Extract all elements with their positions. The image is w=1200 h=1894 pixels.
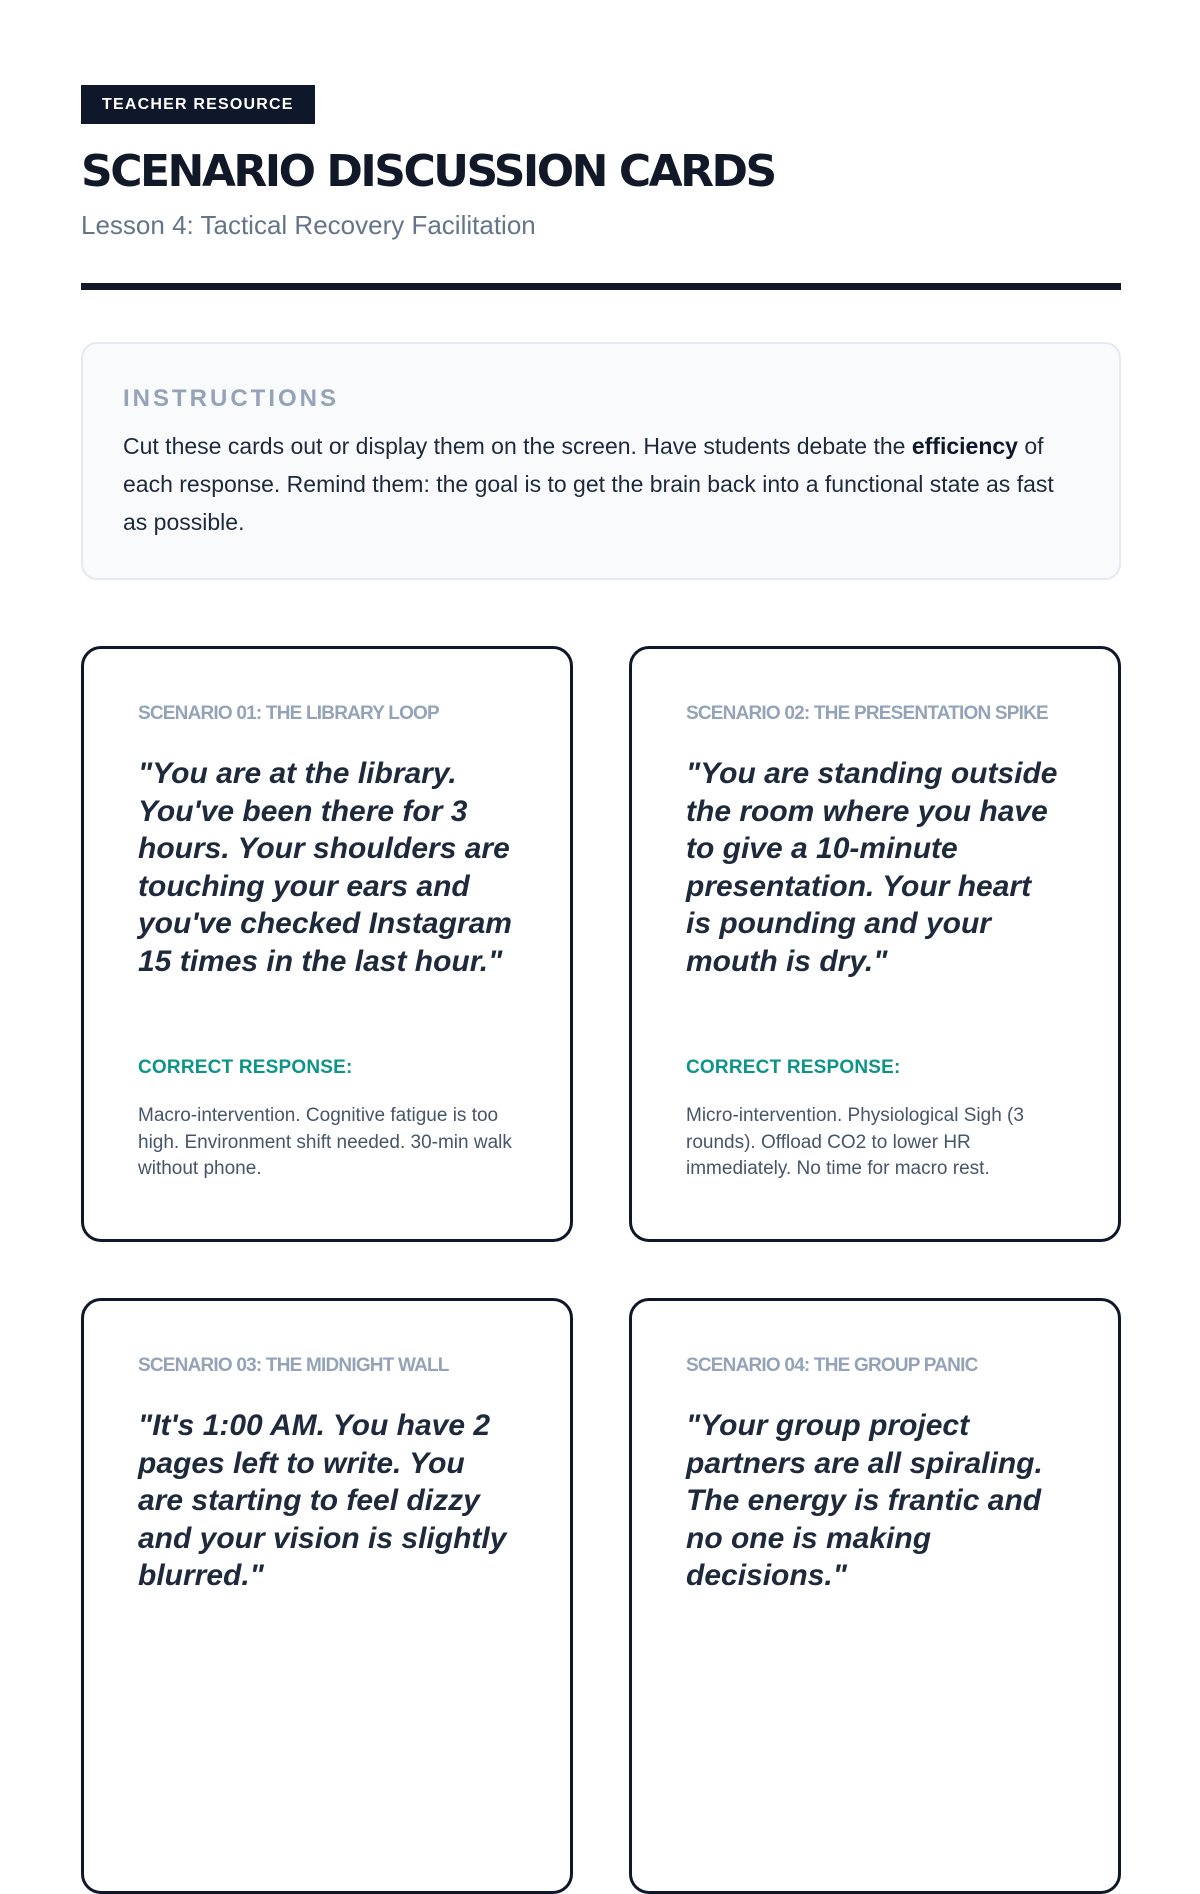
scenario-card (81, 1298, 573, 1894)
scenario-card (629, 646, 1121, 1242)
instructions-text-part: Cut these cards out or display them on the screen. Have students debate the (123, 433, 912, 459)
scenario-label: SCENARIO 04: THE GROUP PANIC (686, 1355, 978, 1376)
scenario-label: SCENARIO 02: THE PRESENTATION SPIKE (686, 703, 1048, 724)
instructions-emphasis: efficiency (911, 433, 1018, 459)
scenario-card-grid (81, 646, 1121, 1894)
page-title: SCENARIO DISCUSSION CARDS (81, 146, 775, 197)
instructions-heading: INSTRUCTIONS (123, 385, 339, 412)
header-divider (81, 283, 1121, 290)
instructions-text-part: of each response. Remind them: the goal is to get the brain back into a functional state as fast as possible. (123, 433, 1054, 535)
scenario-label: SCENARIO 03: THE MIDNIGHT WALL (138, 1355, 449, 1376)
answer-section (686, 1057, 1064, 1183)
correct-response-text: Macro-intervention. Cognitive fatigue is too high. Environment shift needed. 30-min walk without phone. (138, 1105, 512, 1179)
scenario-card (81, 646, 573, 1242)
scenario-label: SCENARIO 01: THE LIBRARY LOOP (138, 703, 439, 724)
correct-response-text: Micro-intervention. Physiological Sigh (3 rounds). Offload CO2 to lower HR immediately. No time for macro rest. (686, 1105, 1024, 1179)
page-subtitle: Lesson 4: Tactical Recovery Facilitation (81, 210, 536, 240)
instructions-box (81, 342, 1121, 580)
page (81, 85, 1121, 1894)
correct-response-label: CORRECT RESPONSE: (138, 1057, 353, 1078)
scenario-card (629, 1298, 1121, 1894)
instructions-text (123, 427, 1079, 541)
correct-response-label: CORRECT RESPONSE: (686, 1057, 901, 1078)
teacher-resource-badge: TEACHER RESOURCE (81, 85, 315, 124)
scenario-quote: "You are standing outside the room where you have to give a 10-minute presentation. Your heart is pounding and your mouth is dry." (686, 757, 1058, 978)
answer-section (138, 1057, 516, 1183)
scenario-quote: "It's 1:00 AM. You have 2 pages left to write. You are starting to feel dizzy and your vision is slightly blurred." (138, 1409, 507, 1592)
scenario-quote: "Your group project partners are all spiraling. The energy is frantic and no one is making decisions." (686, 1409, 1043, 1592)
scenario-quote: "You are at the library. You've been there for 3 hours. Your shoulders are touching your ears and you've checked Instagram 15 times in the last hour." (138, 757, 512, 978)
